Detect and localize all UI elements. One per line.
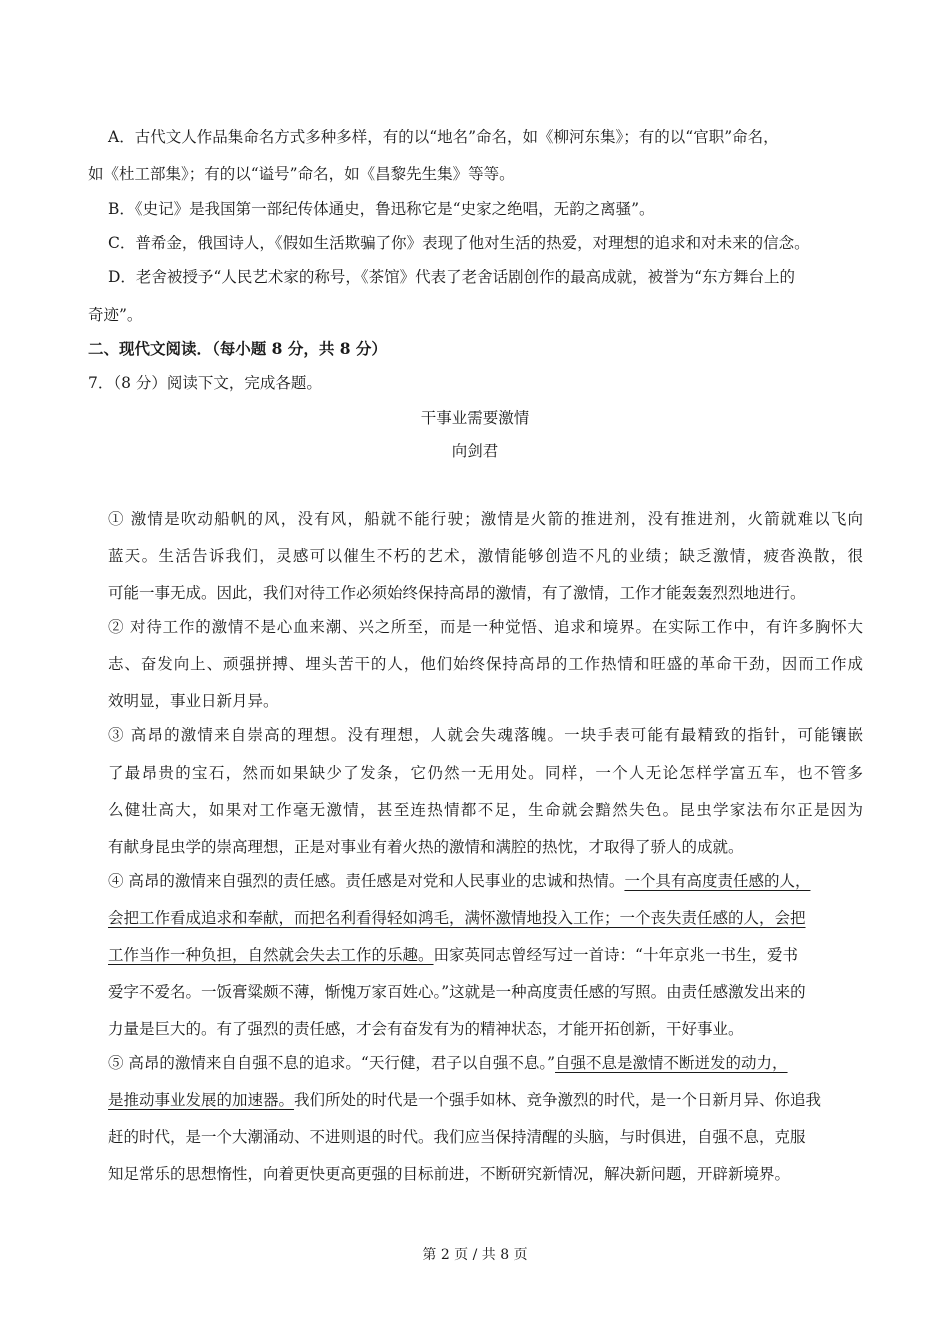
paragraph-5-line-2 [108, 1089, 863, 1111]
paragraph-5-line-4: 知足常乐的思想惰性，向着更快更高更强的目标前进，不断研究新情况，解决新问题，开辟新境界。 [108, 1165, 791, 1183]
paragraph-4-text: 田家英同志曾经写过一首诗：“十年京兆一书生，爱书 [433, 946, 798, 964]
paragraph-1-line: ① 激情是吹动船帆的风，没有风，船就不能行驶；激情是火箭的推进剂，没有推进剂，火箭就难以飞向 [108, 510, 863, 528]
page-footer: 第 2 页 / 共 8 页 [422, 1247, 528, 1263]
paragraph-5-text: 我们所处的时代是一个强手如林、竞争激烈的时代，是一个日新月异、你追我 [294, 1091, 822, 1109]
paragraph-5-text: ⑤ 高昂的激情来自自强不息的追求。“天行健，君子以自强不息。” [108, 1054, 556, 1072]
paragraph-4-line-1 [108, 870, 863, 892]
paragraph-1-line: 蓝天。生活告诉我们，灵感可以催生不朽的艺术，激情能够创造不凡的业绩；缺乏激情，疲沓涣散，很 [108, 547, 863, 565]
paragraph-2-line: ② 对待工作的激情不是心血来潮、兴之所至，而是一种觉悟、追求和境界。在实际工作中，有许多胸怀大 [108, 618, 863, 636]
paragraph-4-line-3 [108, 944, 863, 966]
option-d-line-2: 奇迹”。 [88, 306, 143, 324]
paragraph-5-line-3: 赶的时代，是一个大潮涌动、不进则退的时代。我们应当保持清醒的头脑，与时俱进，自强不息，克服 [108, 1128, 806, 1146]
option-c: C．普希金，俄国诗人，《假如生活欺骗了你》表现了他对生活的热爱，对理想的追求和对未来的信念。 [108, 234, 810, 252]
paragraph-3-line: 有献身昆虫学的崇高理想，正是对事业有着火热的激情和满腔的热忱，才取得了骄人的成就。 [108, 838, 744, 856]
option-a-line-2: 如《杜工部集》；有的以“谥号”命名，如《昌黎先生集》等等。 [88, 165, 515, 183]
paragraph-4-line-2 [108, 907, 863, 929]
paragraph-4-text: ④ 高昂的激情来自强烈的责任感。责任感是对党和人民事业的忠诚和热情。 [108, 872, 625, 890]
option-b: B．《史记》是我国第一部纪传体通史，鲁迅称它是“史家之绝唱，无韵之离骚”。 [108, 200, 655, 218]
underlined-sentence: 工作当作一种负担，自然就会失去工作的乐趣。 [108, 946, 434, 964]
article-title: 干事业需要激情 [420, 409, 530, 427]
question-7: 7．（8 分）阅读下文，完成各题。 [88, 374, 322, 392]
paragraph-4-line-4: 爱字不爱名。一饭膏粱颇不薄，惭愧万家百姓心。”这就是一种高度责任感的写照。由责任感激发出来的 [108, 983, 806, 1001]
paragraph-1-line: 可能一事无成。因此，我们对待工作必须始终保持高昂的激情，有了激情，工作才能轰轰烈烈地进行。 [108, 584, 806, 602]
option-d-line-1: D．老舍被授予“人民艺术家的称号，《茶馆》代表了老舍话剧创作的最高成就，被誉为“东方舞台上的 [108, 268, 796, 286]
paragraph-3-line: 了最昂贵的宝石，然而如果缺少了发条，它仍然一无用处。同样，一个人无论怎样学富五车，也不管多 [108, 764, 863, 782]
paragraph-4-line-5: 力量是巨大的。有了强烈的责任感，才会有奋发有为的精神状态，才能开拓创新，干好事业。 [108, 1020, 744, 1038]
paragraph-2-line: 效明显，事业日新月异。 [108, 692, 279, 710]
section-heading: 二、现代文阅读．（每小题 8 分，共 8 分） [88, 339, 387, 358]
paragraph-3-line: 么健壮高大，如果对工作毫无激情，甚至连热情都不足，生命就会黯然失色。昆虫学家法布尔正是因为 [108, 801, 863, 819]
article-author: 向剑君 [451, 442, 499, 460]
paragraph-5-line-1 [108, 1052, 863, 1074]
underlined-sentence: 自强不息是激情不断迸发的动力， [555, 1054, 788, 1072]
paragraph-2-line: 志、奋发向上、顽强拼搏、埋头苦干的人，他们始终保持高昂的工作热情和旺盛的革命干劲，因而工作成 [108, 655, 863, 673]
underlined-sentence: 是推动事业发展的加速器。 [108, 1091, 295, 1109]
paragraph-3-line: ③ 高昂的激情来自崇高的理想。没有理想，人就会失魂落魄。一块手表可能有最精致的指针，可能镶嵌 [108, 726, 863, 744]
underlined-sentence: 一个具有高度责任感的人， [624, 872, 811, 890]
underlined-sentence: 会把工作看成追求和奉献，而把名利看得轻如鸿毛，满怀激情地投入工作；一个丧失责任感的人，会把 [108, 909, 806, 927]
option-a-line-1: A．古代文人作品集命名方式多种多样，有的以“地名”命名，如《柳河东集》；有的以“官职”命名， [108, 128, 779, 146]
